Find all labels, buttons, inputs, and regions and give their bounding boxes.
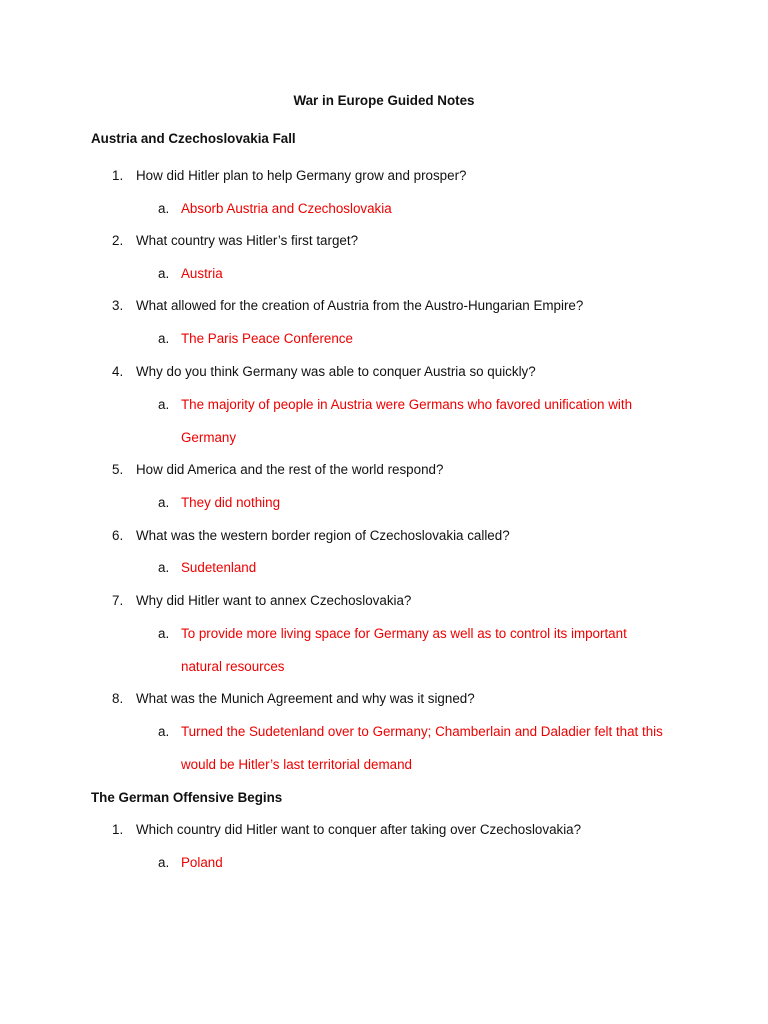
section-heading: The German Offensive Begins xyxy=(91,790,283,805)
question-text: What was the western border region of Czechoslovakia called? xyxy=(136,528,510,543)
answer-letter: a. xyxy=(158,266,170,281)
answer-letter: a. xyxy=(158,201,170,216)
question-number: 3. xyxy=(112,298,124,313)
question-number: 7. xyxy=(112,593,124,608)
question-text: Which country did Hitler want to conquer after taking over Czechoslovakia? xyxy=(136,822,582,837)
answer-text: Austria xyxy=(181,266,223,281)
answer-text: Absorb Austria and Czechoslovakia xyxy=(181,201,392,216)
question-number: 6. xyxy=(112,528,124,543)
answer-text: The majority of people in Austria were Germans who favored unification with Germany xyxy=(181,397,633,445)
answer-text: Sudetenland xyxy=(181,560,257,575)
answer-letter: a. xyxy=(158,626,170,641)
answer-text: To provide more living space for Germany as well as to control its important natural resources xyxy=(181,626,627,674)
answer-text: The Paris Peace Conference xyxy=(181,331,353,346)
question-text: What country was Hitler’s first target? xyxy=(136,233,359,248)
answer-letter: a. xyxy=(158,724,170,739)
answer-text: Poland xyxy=(181,855,223,870)
question-number: 5. xyxy=(112,462,124,477)
answer-letter: a. xyxy=(158,855,170,870)
document-title: War in Europe Guided Notes xyxy=(293,93,475,108)
answer-letter: a. xyxy=(158,331,170,346)
question-number: 8. xyxy=(112,691,124,706)
question-text: Why do you think Germany was able to conquer Austria so quickly? xyxy=(136,364,536,379)
question-text: How did Hitler plan to help Germany grow and prosper? xyxy=(136,168,467,183)
answer-text: They did nothing xyxy=(181,495,281,510)
question-number: 1. xyxy=(112,168,124,183)
answer-text: Turned the Sudetenland over to Germany; Chamberlain and Daladier felt that this would be Hitler’s last territorial demand xyxy=(181,724,663,772)
answer-letter: a. xyxy=(158,495,170,510)
question-number: 1. xyxy=(112,822,124,837)
question-number: 4. xyxy=(112,364,124,379)
question-number: 2. xyxy=(112,233,124,248)
section-heading: Austria and Czechoslovakia Fall xyxy=(91,131,296,146)
question-text: What allowed for the creation of Austria from the Austro-Hungarian Empire? xyxy=(136,298,584,313)
question-text: Why did Hitler want to annex Czechoslovakia? xyxy=(136,593,412,608)
answer-letter: a. xyxy=(158,560,170,575)
answer-letter: a. xyxy=(158,397,170,412)
question-text: How did America and the rest of the world respond? xyxy=(136,462,444,477)
question-text: What was the Munich Agreement and why was it signed? xyxy=(136,691,475,706)
